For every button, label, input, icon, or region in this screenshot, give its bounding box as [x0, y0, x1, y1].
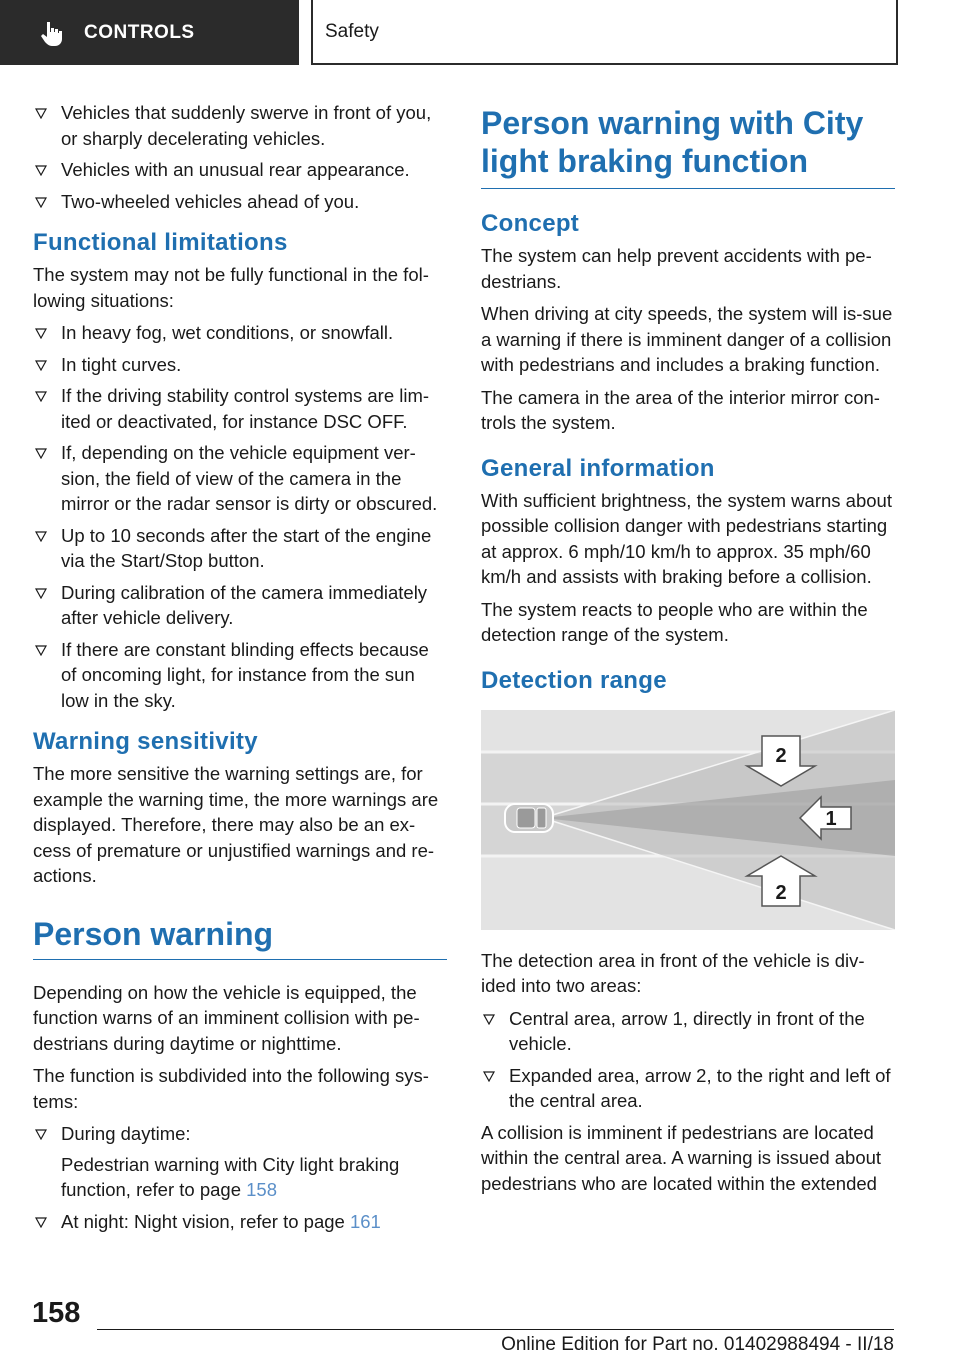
- general-paragraph: With sufficient brightness, the system warns about possible collision danger with pedestrians starting at approx. 6 mph/10 km/h to approx. 35 mph/60 km/h and assists with braking before a collision.: [481, 489, 892, 587]
- detection-range-diagram: [481, 710, 895, 930]
- triangle-bullet-icon: [35, 197, 47, 208]
- page-link-158[interactable]: 158: [246, 1179, 277, 1200]
- list-item: Two-wheeled vehicles ahead of you.: [33, 189, 447, 215]
- arrow-label-bottom: 2: [775, 881, 787, 904]
- general-information-heading: General information: [481, 454, 715, 482]
- page-link-161[interactable]: 161: [349, 1210, 381, 1232]
- list-item: In heavy fog, wet conditions, or snowfall.: [33, 320, 447, 346]
- concept-paragraph: The system can help prevent accidents with pe‐destrians.: [481, 245, 872, 292]
- list-item: Vehicles with an unusual rear appearance.: [33, 157, 447, 183]
- functional-limitations-heading: Functional limitations: [33, 229, 288, 256]
- detection-range-figure: [481, 710, 895, 930]
- list-item: If the driving stability control systems are lim‐ited or deactivated, for instance DSC OFF.: [33, 383, 447, 434]
- triangle-bullet-icon: [35, 645, 47, 656]
- left-column: [33, 100, 447, 1240]
- list-item: At night: Night vision, refer to page 161: [33, 1209, 447, 1235]
- edition-text: Online Edition for Part no. 01402988494 - II/18: [501, 1334, 894, 1355]
- page-number: 158: [32, 1297, 81, 1329]
- list-item: Up to 10 seconds after the start of the engine via the Start/Stop button.: [33, 523, 447, 574]
- warning-sensitivity-heading: Warning sensitivity: [33, 728, 258, 755]
- triangle-bullet-icon: [35, 328, 47, 339]
- warning-sensitivity-text: The more sensitive the warning settings are, for example the warning time, the more warnings are displayed. Therefore, there may also be an ex‐cess of premature or unjustified warnings and re‐actions.: [33, 763, 439, 886]
- general-paragraph: The system reacts to people who are within the detection range of the system.: [481, 598, 868, 645]
- footer-divider: [97, 1329, 894, 1330]
- car-icon: [505, 804, 553, 832]
- triangle-bullet-icon: [35, 588, 47, 599]
- chapter-header: [311, 0, 898, 65]
- triangle-bullet-icon: [35, 108, 47, 119]
- right-column: [481, 104, 895, 1203]
- triangle-bullet-icon: [35, 448, 47, 459]
- list-item: In tight curves.: [33, 352, 447, 378]
- person-warning-heading: Person warning: [33, 915, 447, 960]
- list-item: During calibration of the camera immediately after vehicle delivery.: [33, 580, 447, 631]
- limitations-list: [33, 320, 447, 713]
- list-item: Expanded area, arrow 2, to the right and left of the central area.: [481, 1063, 895, 1114]
- triangle-bullet-icon: [483, 1014, 495, 1025]
- list-item: If, depending on the vehicle equipment ver‐sion, the field of view of the camera in the mirror or the radar sensor is dirty or obscured.: [33, 440, 447, 517]
- triangle-bullet-icon: [35, 1129, 47, 1140]
- detection-paragraph: The detection area in front of the vehicle is div‐ided into two areas:: [481, 949, 865, 996]
- person-warning-paragraph: Depending on how the vehicle is equipped, the function warns of an imminent collision with pe‐destrians during daytime or nighttime.: [33, 981, 420, 1054]
- triangle-bullet-icon: [35, 165, 47, 176]
- arrow-label-center: 1: [825, 807, 837, 830]
- systems-list: [33, 1121, 447, 1234]
- list-item: Central area, arrow 1, directly in front of the vehicle.: [481, 1006, 895, 1057]
- chapter-label: Safety: [325, 20, 379, 42]
- vehicle-list: [33, 100, 447, 214]
- city-light-braking-heading: Person warning with City light braking function: [481, 104, 895, 189]
- concept-paragraph: The camera in the area of the interior mirror con‐trols the system.: [481, 386, 880, 433]
- concept-paragraph: When driving at city speeds, the system will is‐sue a warning if there is imminent danger of a collision with pedestrians and includes a braking function.: [481, 303, 893, 375]
- triangle-bullet-icon: [35, 360, 47, 371]
- triangle-bullet-icon: [35, 1217, 47, 1228]
- triangle-bullet-icon: [35, 531, 47, 542]
- detection-paragraph: A collision is imminent if pedestrians are located within the central area. A warning is issued about pedestrians who are located within the extended: [481, 1121, 882, 1194]
- triangle-bullet-icon: [483, 1071, 495, 1082]
- list-item: During daytime: Pedestrian warning with City light braking function, refer to page 158: [33, 1121, 447, 1203]
- areas-list: [481, 1006, 895, 1114]
- detection-range-heading: Detection range: [481, 666, 667, 694]
- arrow-label-top: 2: [775, 744, 787, 767]
- functional-limitations-intro: The system may not be fully functional in the fol‐lowing situations:: [33, 264, 429, 311]
- triangle-bullet-icon: [35, 391, 47, 402]
- hand-pointer-icon: [38, 19, 66, 47]
- concept-heading: Concept: [481, 210, 580, 237]
- section-label: CONTROLS: [84, 21, 195, 43]
- section-tab: [0, 0, 299, 65]
- list-item: If there are constant blinding effects because of oncoming light, for instance from the sun low in the sky.: [33, 637, 447, 714]
- list-item: Vehicles that suddenly swerve in front of you, or sharply decelerating vehicles.: [33, 100, 447, 151]
- person-warning-paragraph: The function is subdivided into the following sys‐tems:: [33, 1065, 429, 1112]
